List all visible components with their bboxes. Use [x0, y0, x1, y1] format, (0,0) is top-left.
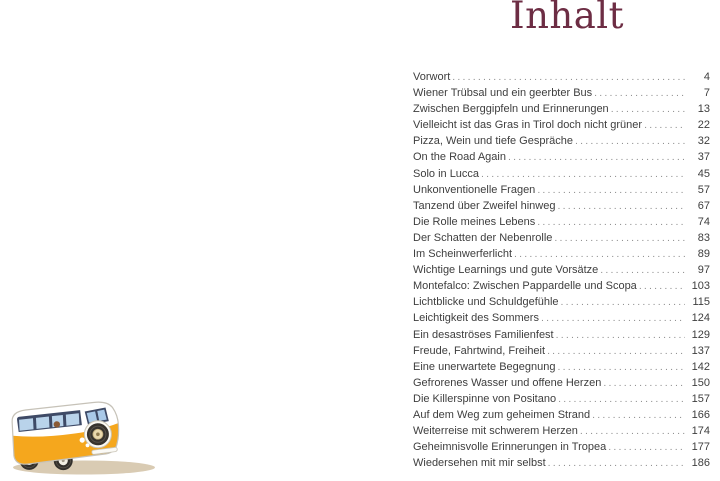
toc-entry-label: Gefrorenes Wasser und offene Herzen	[413, 376, 602, 389]
toc-entry-page-number: 7	[703, 87, 710, 100]
camper-van-drawing	[5, 395, 160, 481]
toc-entry	[413, 69, 710, 85]
toc-entry	[413, 310, 710, 326]
toc-entry-label: Der Schatten der Nebenrolle	[413, 231, 553, 244]
toc-entry-page-number: 103	[691, 280, 710, 293]
toc-entry	[413, 262, 710, 278]
toc-entry-label: Ein desaströses Familienfest	[413, 328, 554, 341]
toc-entry-label: Vorwort	[413, 71, 451, 83]
toc-entry-page-number: 37	[697, 151, 710, 164]
toc-entry	[413, 246, 710, 262]
toc-entry-page-number: 57	[697, 183, 710, 196]
toc-entry-label: Wiener Trübsal und ein geerbter Bus	[413, 87, 593, 100]
side-window-2	[36, 417, 50, 429]
toc-entry-label: Unkonventionelle Fragen	[413, 183, 536, 196]
toc-entry-page-number: 150	[691, 376, 710, 389]
toc-entry-label: Freude, Fahrtwind, Freiheit	[413, 344, 546, 357]
toc-entry-page-number: 67	[697, 199, 710, 212]
toc-entry-page-number: 22	[697, 119, 710, 132]
toc-entry-page-number: 89	[697, 248, 710, 261]
toc-entry	[413, 117, 710, 133]
toc-entry	[413, 101, 710, 117]
toc-entry-label: Die Killerspinne von Positano	[413, 392, 557, 405]
toc-entry-page-number: 115	[692, 296, 710, 309]
dot-leader	[608, 439, 685, 455]
toc-entry-label: Solo in Lucca	[413, 167, 480, 180]
toc-entry-page-number: 157	[691, 392, 710, 405]
toc-entry-page-number: 137	[691, 344, 710, 357]
toc-entry-label: Leichtigkeit des Sommers	[413, 312, 539, 325]
toc-entry	[413, 278, 710, 294]
toc-list	[413, 69, 710, 471]
toc-entry-page-number: 83	[697, 231, 710, 244]
toc-entry	[413, 198, 710, 214]
dot-leader	[558, 391, 685, 407]
dot-leader	[554, 230, 685, 246]
toc-entry-page-number: 45	[697, 167, 710, 180]
toc-entry	[413, 149, 710, 165]
toc-entry-label: Lichtblicke und Schuldgefühle	[413, 296, 559, 309]
toc-entry-page-number: 129	[691, 328, 710, 341]
toc-entry-page-number: 142	[691, 360, 710, 373]
toc-entry-label: Im Scheinwerferlicht	[413, 248, 513, 261]
toc-entry	[413, 294, 710, 310]
dot-leader	[594, 85, 685, 101]
toc-entry-label: Auf dem Weg zum geheimen Strand	[413, 408, 591, 421]
toc-entry	[413, 407, 710, 423]
side-window-4	[66, 413, 80, 425]
toc-entry	[413, 85, 710, 101]
toc-entry	[413, 343, 710, 359]
toc-entry-page-number: 124	[691, 312, 710, 325]
dot-leader	[575, 133, 685, 149]
toc-entry-label: Montefalco: Zwischen Pappardelle und Scopa	[413, 280, 637, 293]
toc-entry	[413, 327, 710, 343]
dot-leader	[548, 455, 685, 471]
toc-entry-page-number: 74	[697, 215, 710, 228]
dot-leader	[644, 117, 685, 133]
toc-entry-page-number: 13	[697, 103, 710, 116]
dot-leader	[592, 407, 685, 423]
toc-entry-label: Geheimnisvolle Erinnerungen in Tropea	[413, 441, 607, 454]
toc-entry	[413, 439, 710, 455]
dot-leader	[580, 423, 685, 439]
toc-entry-page-number: 32	[697, 135, 710, 148]
toc-entry	[413, 133, 710, 149]
toc-entry	[413, 455, 710, 471]
toc-entry-label: Tanzend über Zweifel hinweg	[413, 199, 556, 212]
toc-entry-label: Weiterreise mit schwerem Herzen	[413, 425, 578, 438]
camper-van-illustration	[5, 395, 160, 481]
toc-entry-label: Vielleicht ist das Gras in Tirol doch nicht grüner	[413, 119, 643, 132]
toc-entry	[413, 375, 710, 391]
page-title: Inhalt	[509, 0, 625, 37]
toc-entry-page-number: 97	[697, 264, 710, 277]
dot-leader	[558, 359, 686, 375]
dot-leader	[514, 246, 685, 262]
toc-entry-label: On the Road Again	[413, 151, 506, 164]
dot-leader	[481, 166, 685, 182]
toc-entry	[413, 214, 710, 230]
toc-entry-label: Die Rolle meines Lebens	[413, 215, 536, 228]
dot-leader	[557, 198, 685, 214]
toc-entry-page-number: 174	[691, 425, 710, 438]
toc-entry	[413, 230, 710, 246]
toc-entry-page-number: 166	[691, 408, 710, 421]
dot-leader	[600, 262, 685, 278]
toc-entry-page-number: 4	[703, 71, 710, 83]
toc-entry-label: Eine unerwartete Begegnung	[413, 360, 556, 373]
toc-entry-page-number: 177	[691, 441, 710, 454]
dot-leader	[603, 375, 685, 391]
toc-entry	[413, 182, 710, 198]
toc-entry-page-number: 186	[691, 457, 710, 470]
dot-leader	[611, 101, 685, 117]
dot-leader	[537, 214, 685, 230]
dot-leader	[561, 294, 685, 310]
toc-entry-label: Zwischen Berggipfeln und Erinnerungen	[413, 103, 609, 116]
side-window-1	[19, 418, 34, 431]
toc-entry	[413, 166, 710, 182]
dot-leader	[508, 149, 685, 165]
toc-entry-label: Wichtige Learnings und gute Vorsätze	[413, 264, 599, 277]
toc-entry	[413, 359, 710, 375]
toc-entry	[413, 391, 710, 407]
toc-entry-label: Pizza, Wein und tiefe Gespräche	[413, 135, 573, 148]
dot-leader	[452, 69, 685, 85]
dot-leader	[547, 343, 685, 359]
dot-leader	[639, 278, 685, 294]
dot-leader	[541, 310, 685, 326]
dot-leader	[556, 327, 685, 343]
toc-entry	[413, 423, 710, 439]
toc-entry-label: Wiedersehen mit mir selbst	[413, 457, 546, 470]
dot-leader	[537, 182, 685, 198]
